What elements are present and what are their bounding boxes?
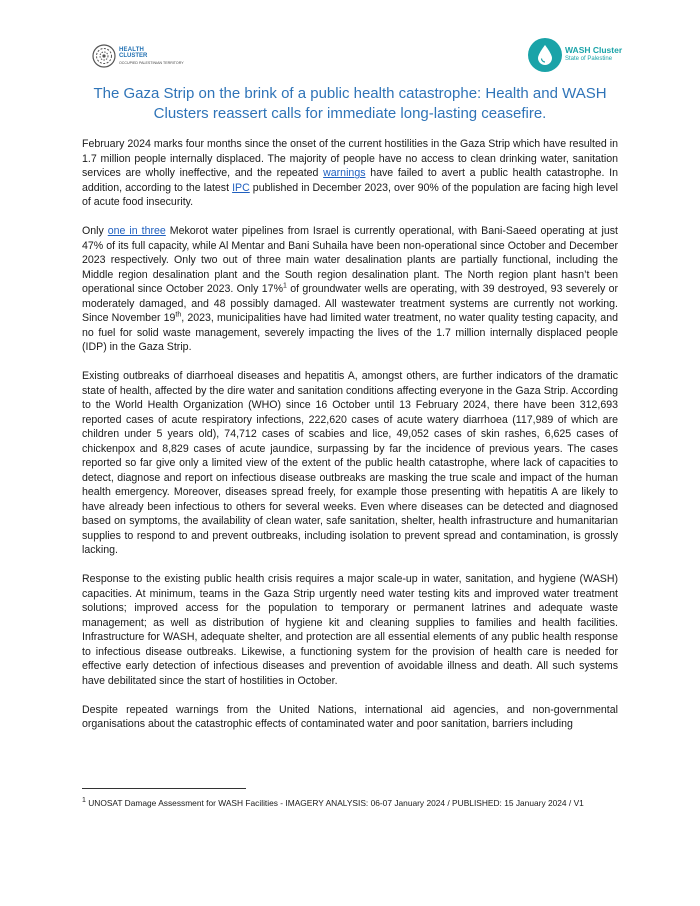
paragraph-2: [82, 224, 618, 355]
footnote: [82, 797, 618, 809]
ipc-link[interactable]: IPC: [232, 181, 250, 194]
p2-text-a: Only: [82, 225, 108, 237]
water-drop-icon: [536, 44, 554, 66]
p1-text-b: have failed to avert a public health catastrophe. In addition, according to the latest: [82, 167, 618, 194]
health-logo-line1: HEALTH: [119, 46, 145, 53]
footnote-divider: [82, 788, 246, 789]
footnote-text: UNOSAT Damage Assessment for WASH Facilities - IMAGERY ANALYSIS: 06-07 January 2024 / PUBLISHED: 15 January 2024 / V1: [85, 798, 584, 808]
footnote-marker: 1: [82, 797, 86, 805]
wash-logo-line2: State of Palestine: [565, 56, 613, 62]
p1-text-c: published in December 2023, over 90% of the population are facing high level of acute food insecurity.: [82, 181, 618, 208]
p2-text-d: , 2023, municipalities have had limited water treatment, no water quality testing capacity, and no fuel for solid waste management, severely impacting the lives of the 1.7 million internally displaced people (IDP) in the Gaza Strip.: [82, 312, 618, 353]
paragraph-3: Existing outbreaks of diarrhoeal diseases and hepatitis A, amongst others, are further indicators of the dramatic state of health, affected by the dire water and sanitation conditions affecting everyone in the Gaza Strip. According to the World Health Organization (WHO) since 16 October until 13 February 2024, there have been 312,693 reported cases of acute respiratory infections, 222,620 cases of acute watery diarrhoea (117,989 of which are children under 5 years old), 74,712 cases of scabies and lice, 49,052 cases of skin rashes, 6,625 cases of chickenpox and 8,829 cases of acute jaundice, surpassing by far the incidence of previous years. The cases reported so far give only a limited view of the extent of the public health catastrophe, where lack of capacities to detect, diagnose and report on infectious disease outbreaks are masking the true scale and impact of the human health emergency. Moreover, diseases spread freely, for example those presenting with hepatitis A are likely to have already been infectious to others for several weeks. Even where diseases can be detected and diagnosed based on symptoms, the availability of clean water, safe sanitation, shelter, health infrastructure and humanitarian supplies to respond to and prevent outbreaks, including isolation to prevent spread and contamination, is grossly lacking.: [82, 370, 618, 556]
paragraph-5: Despite repeated warnings from the United Nations, international aid agencies, and non-governmental organisations about the catastrophic effects of contaminated water and poor sanitation, barriers including: [82, 703, 618, 730]
paragraph-1: [82, 137, 618, 210]
document-title: The Gaza Strip on the brink of a public health catastrophe: Health and WASH Clusters reassert calls for immediate long-lasting ceasefire.: [93, 85, 607, 122]
one-in-three-link[interactable]: one in three: [107, 225, 166, 237]
health-logo-line3: OCCUPIED PALESTINIAN TERRITORY: [119, 60, 184, 65]
ordinal-suffix: th: [175, 311, 182, 319]
p1-text-a: February 2024 marks four months since the onset of the current hostilities in the Gaza Strip which have resulted in 1.7 million people internally displaced. The majority of people have no access to clean drinking water, sanitation services are wholly ineffective, and the repeated: [82, 138, 618, 179]
health-cluster-logo: [92, 44, 184, 68]
wash-cluster-logo: [528, 38, 622, 72]
paragraph-4: Response to the existing public health crisis requires a major scale-up in water, sanitation, and hygiene (WASH) capacities. At minimum, teams in the Gaza Strip urgently need water testing kits and improved water treatment solutions; improved access for the population to temporary or permanent latrines and adequate waste management; as well as distribution of hygiene kit and cleaning supplies to families and health facilities. Infrastructure for WASH, adequate shelter, and protection are all essential elements of any public health response to infectious disease outbreaks. Likewise, a functioning system for the provision of health care is needed for effective early detection of infectious diseases and prevention of avoidable illness and death. All such systems have debilitated since the start of hostilities in October.: [82, 573, 618, 687]
warnings-link[interactable]: warnings: [323, 167, 366, 179]
health-logo-line2: CLUSTER: [119, 52, 148, 59]
globe-dots-icon: [92, 44, 116, 68]
document-body: [82, 137, 618, 746]
wash-logo-circle: [528, 38, 562, 72]
p2-text-b: Mekorot water pipelines from Israel is currently operational, with Bani-Saeed operating at just 47% of its full capacity, while Al Mentar and Bani Suhaila have been non-operational since October and December 2023 respectively. Only two out of three main water desalination plants are partially functional, including the Middle region desalination plant and the South region desalination plant. The North region plant hasn’t been operational since October 2023. Only 17%: [82, 225, 618, 295]
footnote-ref-1[interactable]: 1: [283, 282, 287, 290]
wash-logo-line1: WASH Cluster: [565, 45, 623, 55]
p2-text-c: of groundwater wells are operating, with 39 destroyed, 93 severely or moderately damaged, and 48 possibly damaged. All wastewater treatment systems are currently not working. Since November 19: [82, 283, 618, 324]
